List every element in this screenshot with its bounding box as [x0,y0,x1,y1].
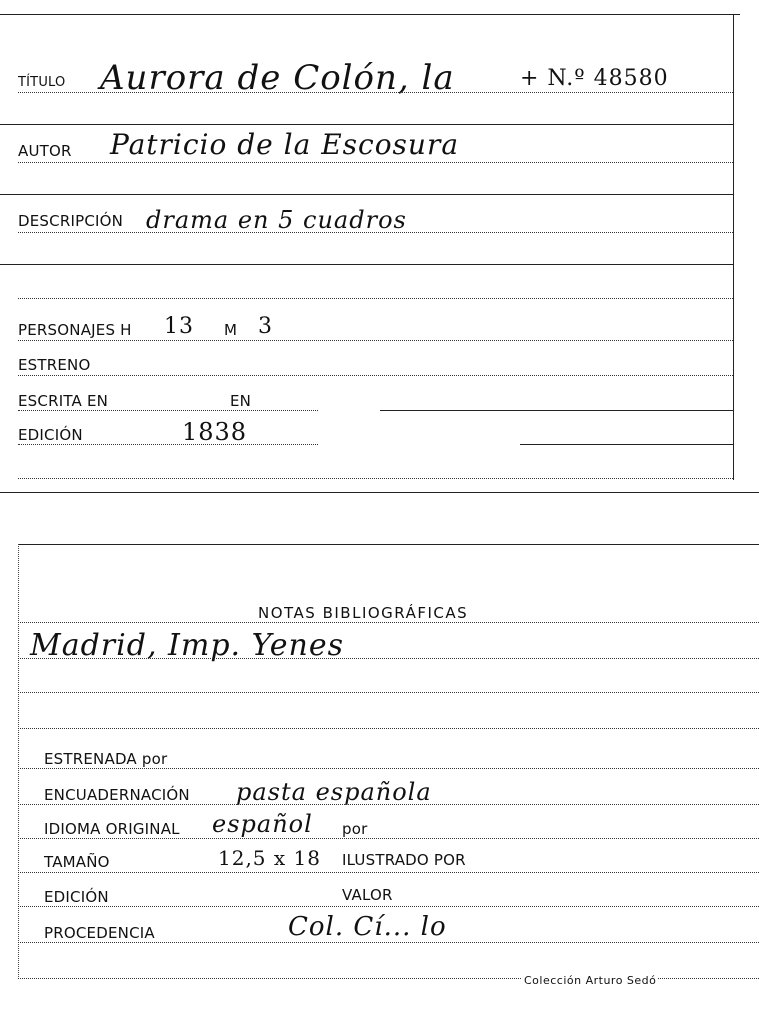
rule [0,194,733,195]
rule [0,264,733,265]
escrita-line-right [380,410,733,411]
coleccion-credit: Colección Arturo Sedó [524,974,657,987]
blank-line [18,298,733,299]
notas-heading: NOTAS BIBLIOGRÁFICAS [258,604,469,622]
ilustrado-label: ILUSTRADO POR [342,851,466,869]
tamano-label: TAMAÑO [44,853,110,871]
titulo-label: TÍTULO [18,75,66,90]
procedencia-label: PROCEDENCIA [44,924,155,942]
en-label: EN [230,392,252,410]
catalog-card-bottom [0,540,759,1028]
estreno-label: ESTRENO [18,356,91,374]
idioma-line [18,838,759,839]
encuadernacion-line [18,804,759,805]
por-label: por [342,820,368,838]
personajes-line [18,340,733,341]
card-top-border [0,14,740,15]
card-bottom-edge [0,492,759,493]
personajes-m-label: M [224,321,238,339]
card-right-edge [733,14,734,480]
descripcion-label: DESCRIPCIÓN [18,212,124,230]
personajes-m-value: 3 [258,314,273,339]
idioma-label: IDIOMA ORIGINAL [44,820,180,838]
catalog-card-top [0,0,759,495]
estreno-line [18,375,733,376]
notas-line-3 [18,692,759,693]
titulo-line [18,92,733,93]
card-top-border [18,544,759,545]
encuadernacion-value: pasta española [236,778,432,806]
autor-value: Patricio de la Escosura [110,128,460,161]
descripcion-line [18,232,733,233]
edicion-line [18,444,318,445]
notas-line-2 [18,658,759,659]
numero-value: + N.º 48580 [520,66,669,91]
edicion-line-right [520,444,733,445]
procedencia-line [18,942,759,943]
notas-line-1 [18,622,759,623]
idioma-value: español [212,810,313,838]
descripcion-value: drama en 5 cuadros [146,206,407,234]
autor-label: AUTOR [18,142,72,160]
autor-line [18,162,733,163]
titulo-value: Aurora de Colón, la [100,58,455,98]
personajes-h-value: 13 [164,314,194,339]
notas-line-4 [18,728,759,729]
escrita-line [18,410,318,411]
bottom-dotted-line [18,478,733,479]
rule [0,124,733,125]
procedencia-value: Col. Cí... lo [288,912,447,942]
estrenada-label: ESTRENADA por [44,750,168,768]
valor-label: VALOR [342,886,393,904]
edicion-label: EDICIÓN [44,888,109,906]
tamano-line [18,872,759,873]
card-left-edge [18,544,19,979]
edicion-line [18,906,759,907]
encuadernacion-label: ENCUADERNACIÓN [44,786,190,804]
tamano-value: 12,5 x 18 [218,846,321,870]
notas-value: Madrid, Imp. Yenes [30,628,345,663]
personajes-label: PERSONAJES H [18,321,132,339]
estrenada-line [18,768,759,769]
edicion-label: EDICIÓN [18,426,83,444]
edicion-value: 1838 [182,418,248,446]
escrita-label: ESCRITA EN [18,392,109,410]
